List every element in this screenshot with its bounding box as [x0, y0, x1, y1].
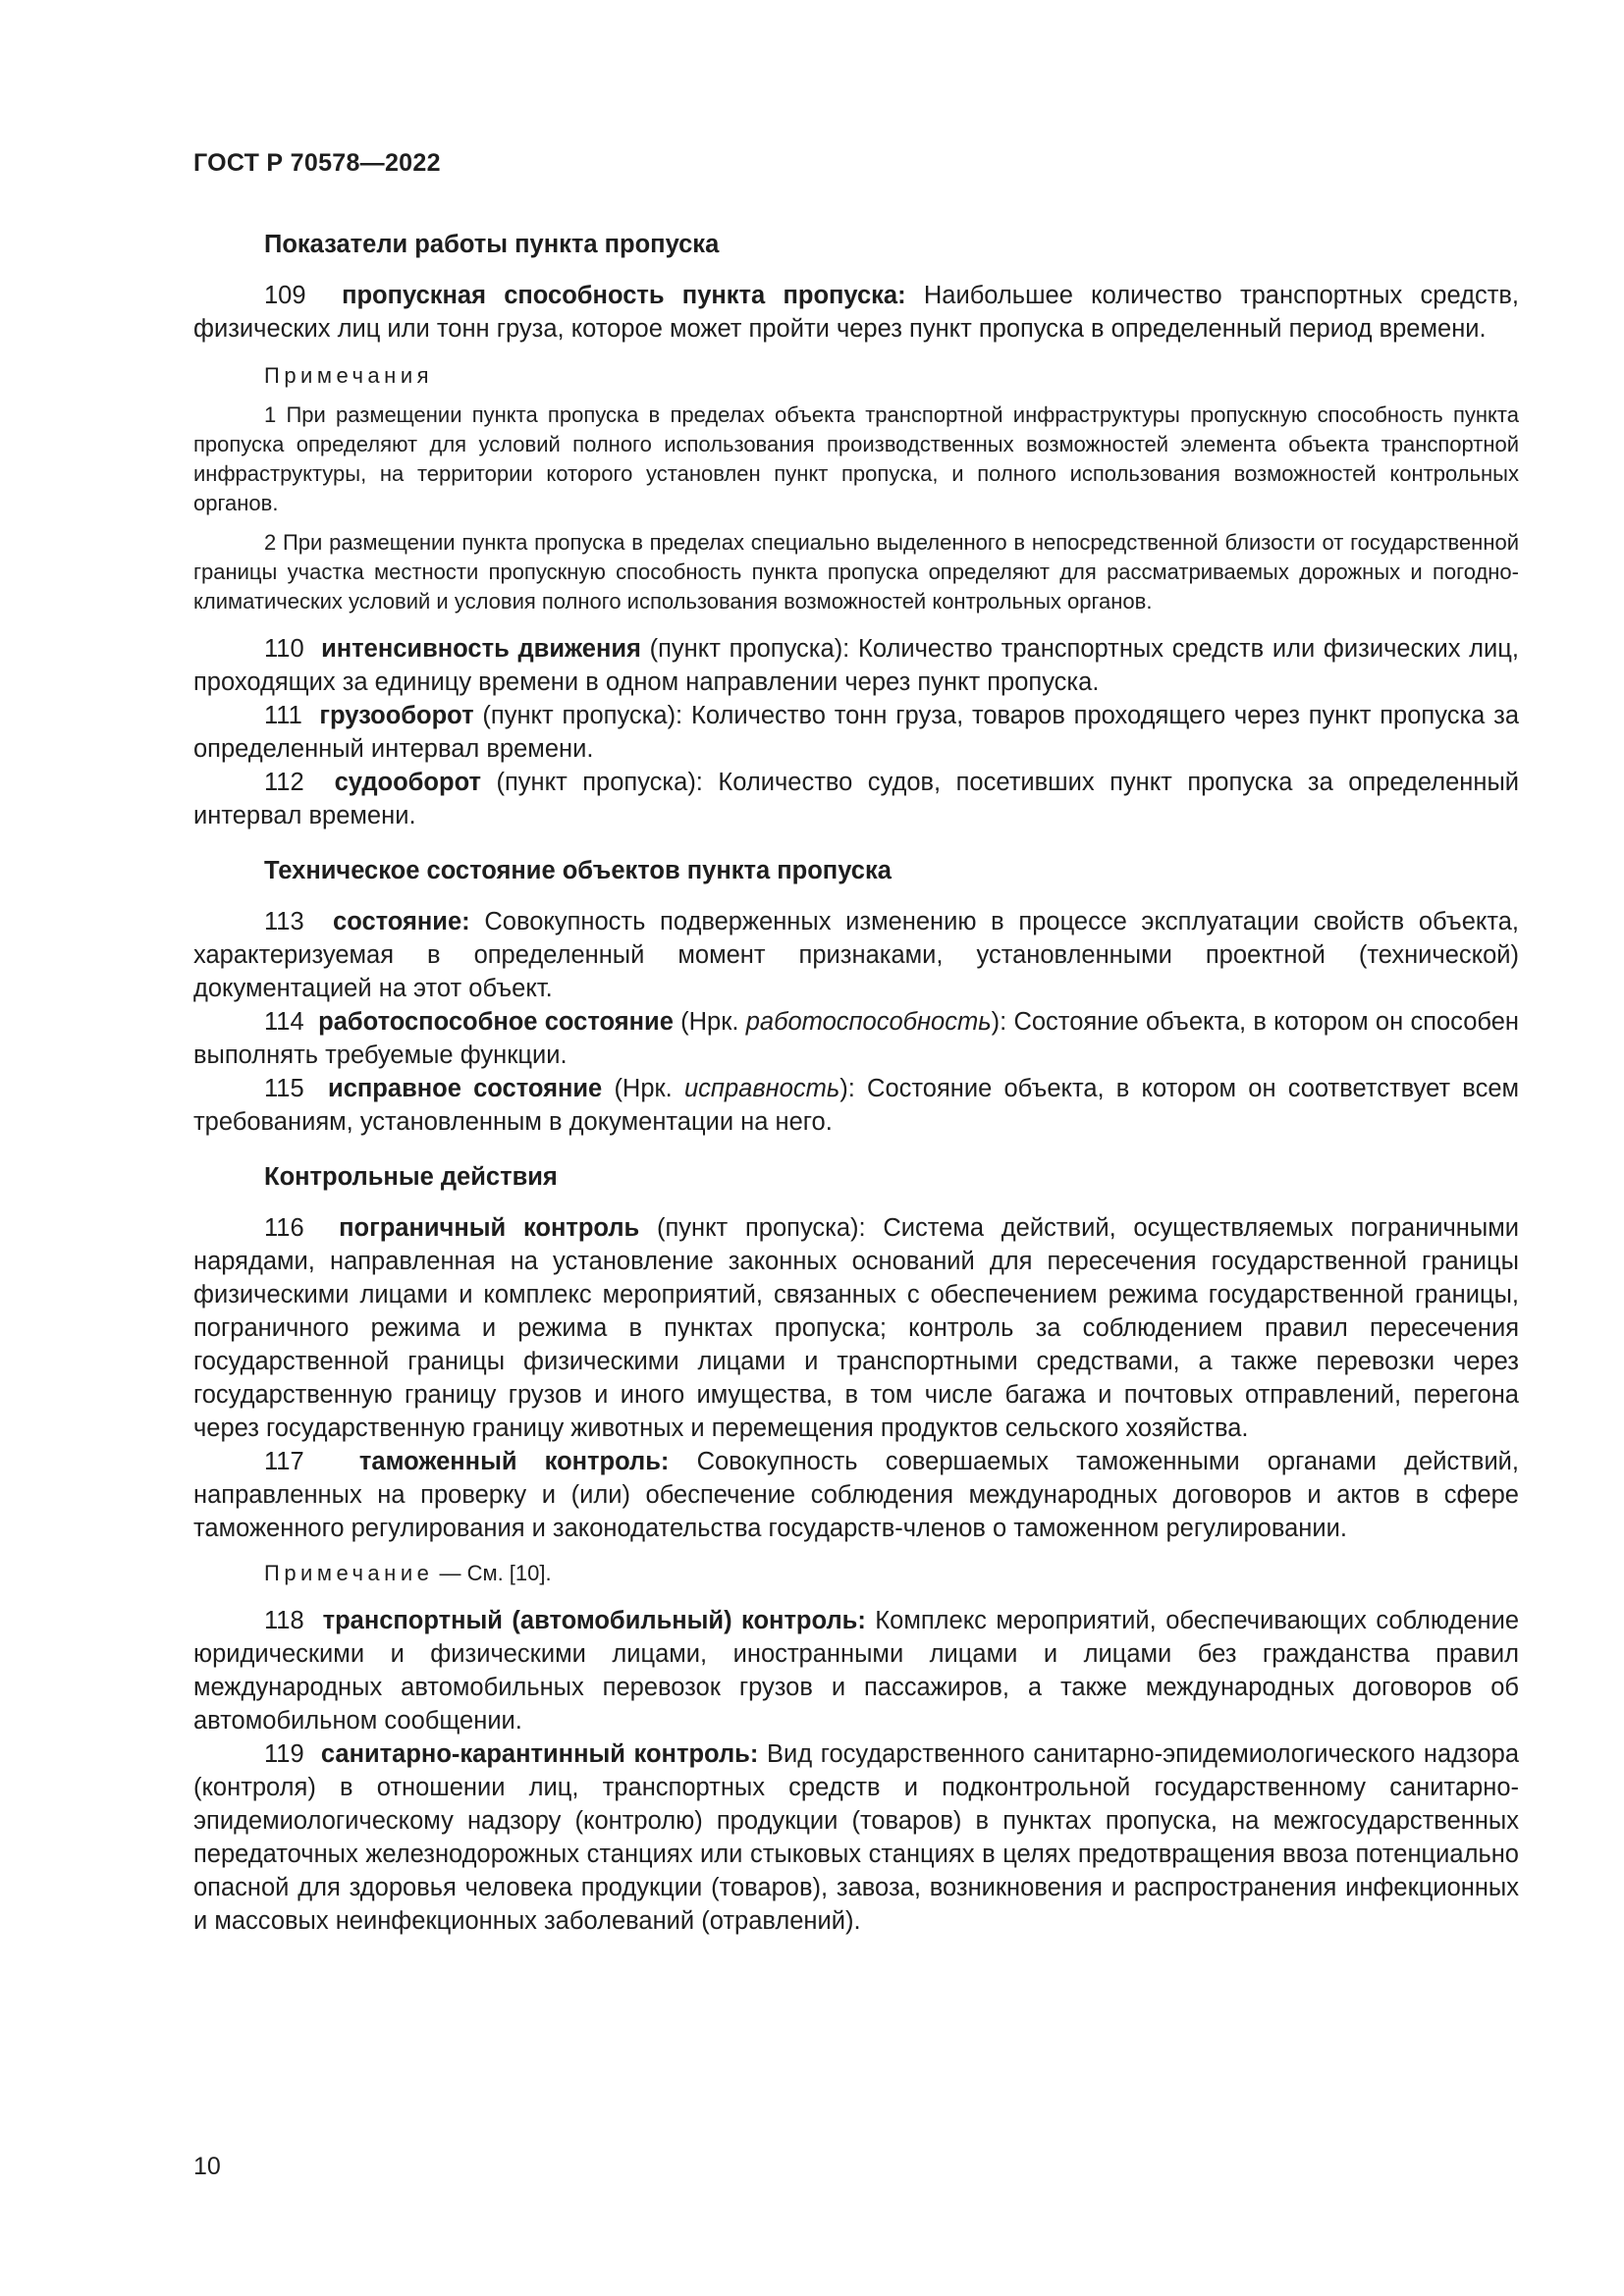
term-name: исправное состояние	[328, 1075, 603, 1102]
term-name: пропускная способность пункта пропуска:	[342, 282, 906, 309]
term-name: состояние:	[333, 908, 470, 935]
term-number: 115	[264, 1075, 304, 1102]
term-definition: Количество судов, посетивших пункт пропуска за определенный интервал времени.	[193, 769, 1520, 829]
term-name: санитарно-карантинный контроль:	[320, 1740, 759, 1768]
term-name: интенсивность движения	[321, 635, 641, 663]
term-definition: Комплекс мероприятий, обеспечивающих соблюдение юридическими и физическими лицами, иностранными лицами и лицами без гражданства правил международных автомобильных перевозок грузов и пассажиров, а также международных договоров об автомобильном сообщении.	[193, 1607, 1520, 1735]
standard-id-header: ГОСТ Р 70578—2022	[193, 149, 441, 177]
term-qualifier: (пункт пропуска):	[649, 635, 850, 663]
term-entry-114	[193, 1005, 1519, 1072]
term-definition: Совокупность подверженных изменению в процессе эксплуатации свойств объекта, характеризуемая в определенный момент признаками, установленными проектной (технической) документацией на этот объект.	[193, 908, 1520, 1002]
term-definition: Вид государственного санитарно-эпидемиологического надзора (контроля) в отношении лиц, транспортных средств и подконтрольной государственному санитарно-эпидемиологическому надзору (контролю) продукции (товаров) в пунктах пропуска, на межгосударственных передаточных железнодорожных станциях или стыковых станциях в целях предотвращения ввоза потенциально опасной для здоровья человека продукции (товаров), завоза, возникновения и распространения инфекционных и массовых неинфекционных заболеваний (отравлений).	[193, 1740, 1519, 1935]
term-definition: Состояние объекта, в котором он соответствует всем требованиям, установленным в документации на него.	[193, 1075, 1520, 1136]
term-entry-112	[193, 766, 1519, 832]
term-number: 117	[264, 1448, 304, 1475]
page-number: 10	[193, 2153, 221, 2180]
term-entry-117	[193, 1445, 1519, 1545]
note-1: 1 При размещении пункта пропуска в пределах объекта транспортной инфраструктуры пропускную способность пункта пропуска определяют для условий полного использования производственных возможностей элемента объекта транспортной инфраструктуры, на территории которого установлен пункт пропуска, и полного использования возможностей контрольных органов.	[193, 402, 1519, 515]
term-name: транспортный (автомобильный) контроль:	[322, 1607, 866, 1634]
term-number: 110	[264, 635, 304, 663]
term-entry-110	[193, 632, 1519, 699]
term-number: 118	[264, 1607, 304, 1634]
term-number: 109	[264, 282, 306, 309]
nrk-suffix: ):	[991, 1008, 1007, 1036]
term-qualifier: (пункт пропуска):	[482, 702, 683, 729]
note-2: 2 При размещении пункта пропуска в пределах специально выделенного в непосредственной близости от государственной границы участка местности пропускную способность пункта пропуска определяют для рассматриваемых дорожных и погодно-климатических условий и условия полного использования возможностей контрольных органов.	[193, 530, 1519, 614]
term-entry-111	[193, 699, 1519, 766]
term-qualifier: (пункт пропуска):	[496, 769, 703, 796]
term-qualifier: (пункт пропуска):	[656, 1214, 866, 1242]
term-entry-109	[193, 279, 1519, 346]
note-inline	[193, 1557, 1519, 1590]
term-name: таможенный контроль:	[358, 1448, 670, 1475]
section-title: Контрольные действия	[264, 1163, 558, 1191]
term-definition: Количество тонн груза, товаров проходящего через пункт пропуска за определенный интервал времени.	[193, 702, 1520, 763]
nrk-term: работоспособность	[745, 1008, 992, 1036]
term-entry-118	[193, 1604, 1519, 1737]
term-number: 113	[264, 908, 304, 935]
note-text: — См. [10].	[433, 1561, 552, 1585]
term-number: 116	[264, 1214, 304, 1242]
note-label: Примечание	[264, 1561, 434, 1585]
term-definition: Система действий, осуществляемых пограничными нарядами, направленная на установление законных оснований для пересечения государственной границы физическими лицами и комплекс мероприятий, связанных с обеспечением режима государственной границы, пограничного режима и режима в пунктах пропуска; контроль за соблюдением правил пересечения государственной границы физическими лицами и транспортными средствами, а также перевозки через государственную границу грузов и иного имущества, в том числе багажа и почтовых отправлений, перегона через государственную границу животных и перемещения продуктов сельского хозяйства.	[193, 1214, 1519, 1442]
nrk-term: исправность	[683, 1075, 840, 1102]
term-name: судооборот	[334, 769, 482, 796]
nrk-suffix: ):	[839, 1075, 855, 1102]
nrk-prefix: (Нрк.	[614, 1075, 673, 1102]
term-name: пограничный контроль	[339, 1214, 640, 1242]
term-entry-119	[193, 1737, 1519, 1938]
term-number: 114	[264, 1008, 304, 1036]
term-entry-116	[193, 1211, 1519, 1445]
nrk-prefix: (Нрк.	[680, 1008, 739, 1036]
term-number: 112	[264, 769, 304, 796]
term-entry-115	[193, 1072, 1519, 1139]
term-name: работоспособное состояние	[318, 1008, 674, 1036]
term-number: 111	[264, 702, 302, 729]
term-entry-113	[193, 905, 1519, 1005]
document-body	[193, 228, 1519, 1938]
notes-heading: Примечания	[264, 363, 434, 388]
term-definition: Совокупность совершаемых таможенными органами действий, направленных на проверку и (или) обеспечение соблюдения международных договоров и актов в сфере таможенного регулирования и законодательства государств-членов о таможенном регулировании.	[193, 1448, 1520, 1542]
section-title: Техническое состояние объектов пункта пропуска	[264, 857, 892, 884]
term-definition: Наибольшее количество транспортных средств, физических лиц или тонн груза, которое может пройти через пункт пропуска в определенный период времени.	[193, 282, 1520, 343]
section-title: Показатели работы пункта пропуска	[264, 231, 720, 258]
term-definition: Количество транспортных средств или физических лиц, проходящих за единицу времени в одном направлении через пункт пропуска.	[193, 635, 1519, 696]
term-name: грузооборот	[319, 702, 474, 729]
term-definition: Состояние объекта, в котором он способен выполнять требуемые функции.	[193, 1008, 1519, 1069]
term-number: 119	[264, 1740, 304, 1768]
